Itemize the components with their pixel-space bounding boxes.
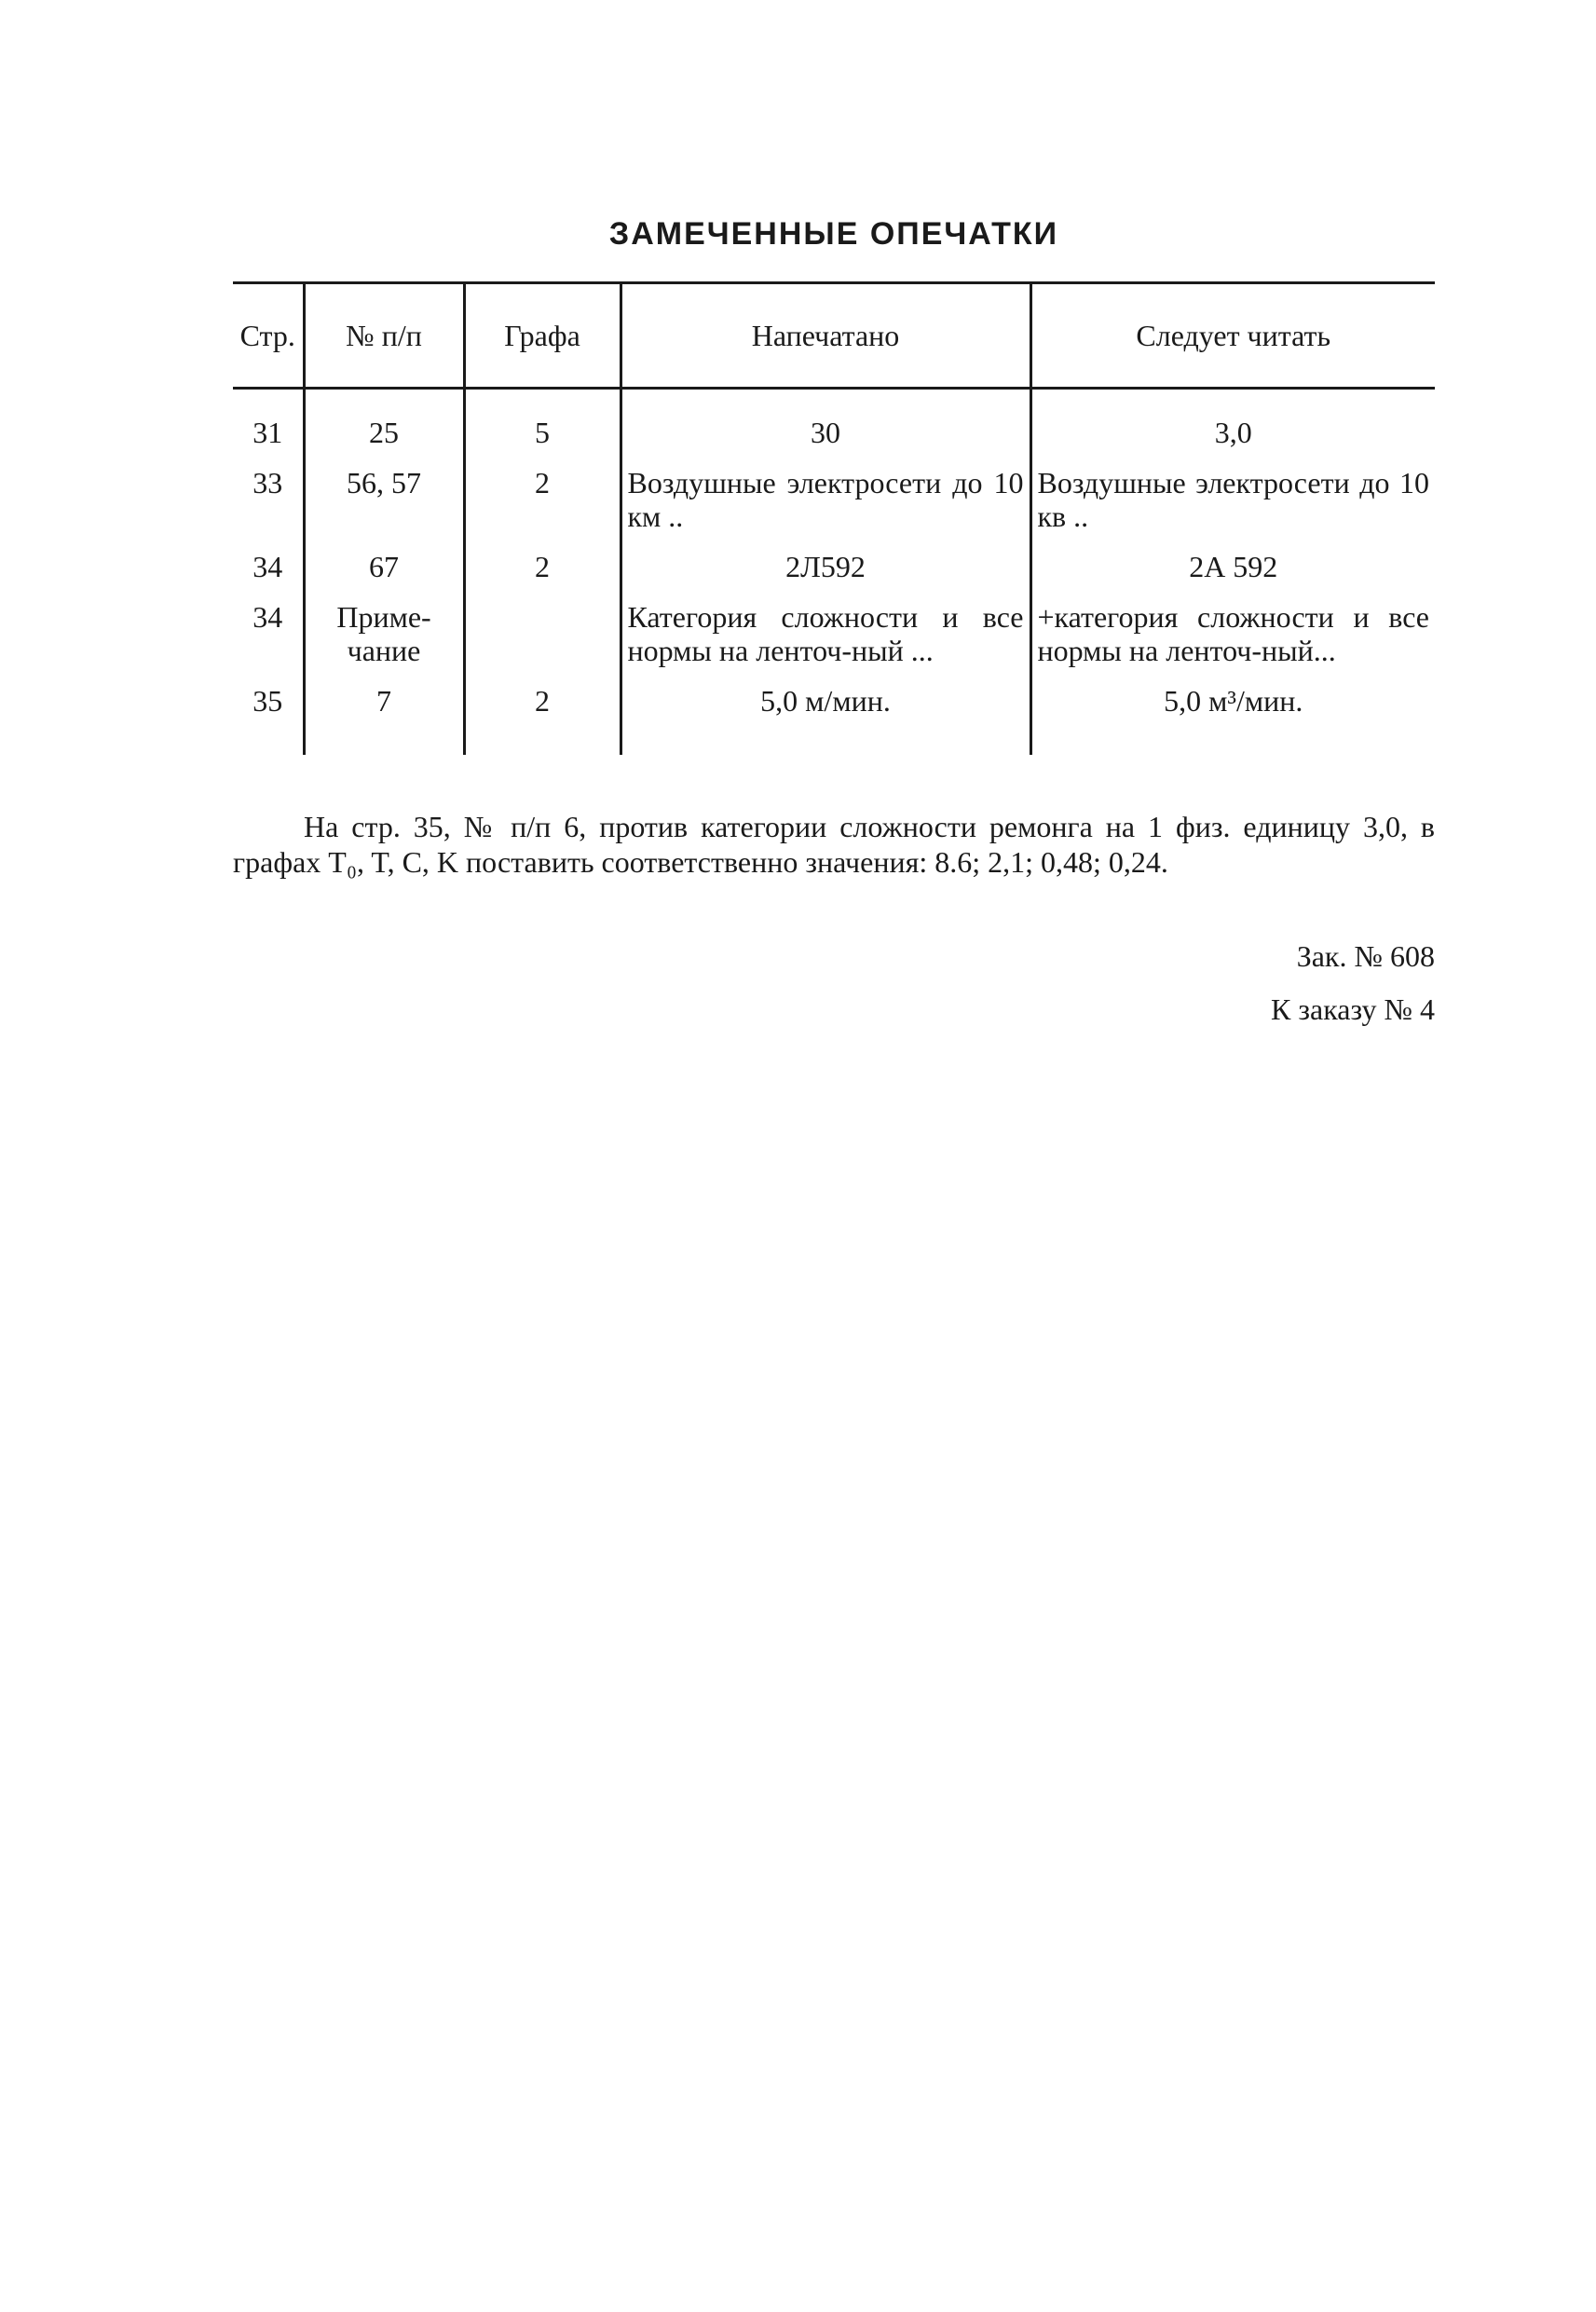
cell-should-read: 2А 592 [1030,542,1435,593]
table-row [233,677,1435,755]
cell-printed: Категория сложности и все нормы на ленточ-ный ... [621,593,1030,677]
table-row [233,593,1435,677]
cell-page: 31 [252,416,283,449]
cell-page: 33 [252,466,283,499]
header-item: № п/п [304,283,464,389]
cell-column: 2 [464,458,621,542]
header-should-read: Следует читать [1030,283,1435,389]
cell-item: 56, 57 [304,458,464,542]
header-page: Стр. [239,318,295,352]
cell-page: 35 [252,684,283,718]
cell-column: 2 [464,542,621,593]
cell-should-read: 5,0 м³/мин. [1030,677,1435,755]
table-row [233,458,1435,542]
table-row [233,542,1435,593]
cell-printed: 30 [621,389,1030,459]
order-reference: К заказу № 4 [1271,992,1435,1026]
cell-should-read: +категория сложности и все нормы на ленточ-ный... [1030,593,1435,677]
errata-table-body [233,389,1435,756]
cell-page: 34 [252,550,283,583]
cell-column: 5 [464,389,621,459]
cell-should-read: 3,0 [1030,389,1435,459]
header-printed: Напечатано [621,283,1030,389]
cell-column [464,593,621,677]
correction-note: На стр. 35, № п/п 6, против категории сложности ремонга на 1 физ. единицу 3,0, в графах T₀, T, C, K поставить соответственно значения: 8.6; 2,1; 0,48; 0,24. [233,810,1435,879]
cell-printed: 2Л592 [621,542,1030,593]
page-title: ЗАМЕЧЕННЫЕ ОПЕЧАТКИ [608,216,1059,252]
cell-page: 34 [252,600,283,634]
cell-item: 25 [304,389,464,459]
cell-should-read: Воздушные электросети до 10 кв .. [1030,458,1435,542]
cell-printed: Воздушные электросети до 10 км .. [621,458,1030,542]
order-number: Зак. № 608 [1296,939,1435,973]
header-column: Графа [464,283,621,389]
cell-item: 67 [304,542,464,593]
cell-item: 7 [304,677,464,755]
cell-column: 2 [464,677,621,755]
table-row [233,389,1435,459]
cell-item: Приме-чание [304,593,464,677]
cell-printed: 5,0 м/мин. [621,677,1030,755]
errata-table [233,281,1435,755]
header-row [233,283,1435,389]
errata-table-header [233,283,1435,389]
